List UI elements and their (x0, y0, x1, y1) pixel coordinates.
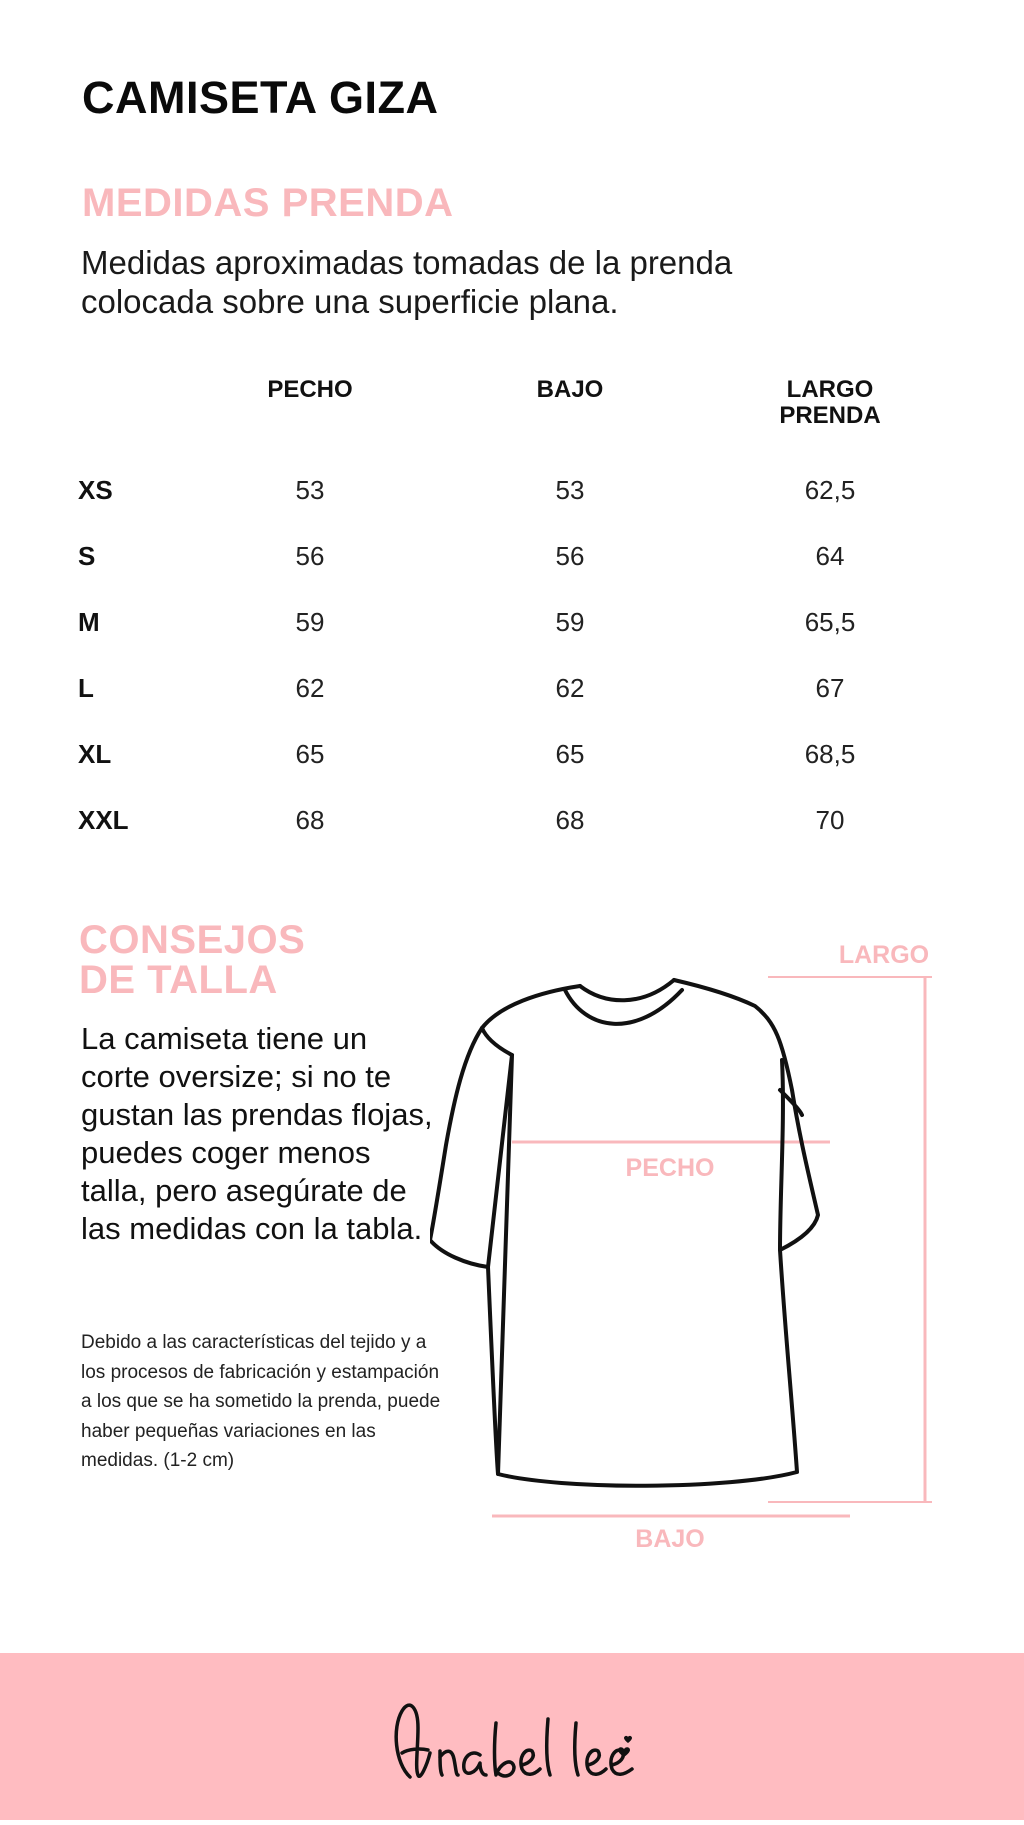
size-label: M (78, 606, 100, 637)
advice-section-title (79, 920, 305, 1000)
brand-hearts-icon (618, 1736, 632, 1757)
measurements-intro: Medidas aproximadas tomadas de la prenda colocada sobre una superficie plana. (81, 244, 733, 320)
pecho-cell: 68 (295, 804, 325, 835)
largo-label: LARGO (838, 941, 930, 969)
measurements-section-title: MEDIDAS PRENDA (82, 181, 454, 225)
bajo-cell: 68 (555, 804, 585, 835)
variation-note: Debido a las características del tejido y a los procesos de fabricación y estampación a los que se ha sometido la prenda, puede haber pequeñas variaciones en las medidas. (1-2 cm) (81, 1332, 441, 1471)
size-label: XL (78, 738, 112, 769)
pecho-cell: 56 (295, 540, 325, 571)
largo-cell: 62,5 (804, 474, 856, 505)
brand-signature-icon (396, 1705, 632, 1777)
table-row (70, 523, 960, 589)
bajo-cell: 65 (555, 738, 585, 769)
footer-band (0, 1653, 1024, 1820)
bajo-label: BAJO (635, 1525, 705, 1553)
t-shirt-outline-icon (430, 980, 818, 1486)
table-header-row (70, 377, 960, 457)
left-sleeve-seam (482, 1028, 512, 1055)
neck-outer (565, 990, 682, 1024)
pecho-cell: 65 (295, 738, 325, 769)
largo-cell: 65,5 (804, 606, 856, 637)
size-label: XXL (78, 804, 129, 835)
neck-inner (580, 980, 674, 1000)
left-side-line (488, 1055, 512, 1474)
table-header-largo-text: LARGO PRENDA (779, 376, 881, 429)
table-row (70, 589, 960, 655)
table-row (70, 721, 960, 787)
brand-logo (0, 1653, 1024, 1820)
largo-cell: 70 (815, 804, 845, 835)
bajo-cell: 59 (555, 606, 585, 637)
bajo-cell: 62 (555, 672, 585, 703)
size-chart-table (70, 377, 960, 853)
pecho-label: PECHO (625, 1154, 715, 1182)
advice-title-line-2: DE TALLA (79, 958, 278, 1002)
table-row (70, 787, 960, 853)
t-shirt-body (430, 980, 818, 1486)
size-label: XS (78, 474, 113, 505)
page-title: CAMISETA GIZA (82, 72, 439, 123)
largo-cell: 68,5 (804, 738, 856, 769)
table-header-size (70, 377, 180, 457)
table-row (70, 457, 960, 523)
largo-cell: 64 (815, 540, 845, 571)
size-label: L (78, 672, 94, 703)
t-shirt-diagram (430, 930, 950, 1560)
pecho-cell: 59 (295, 606, 325, 637)
bajo-cell: 53 (555, 474, 585, 505)
pecho-cell: 62 (295, 672, 325, 703)
pecho-cell: 53 (295, 474, 325, 505)
advice-title-line-1: CONSEJOS (79, 918, 306, 962)
advice-body: La camiseta tiene un corte oversize; si no te gustan las prendas flojas, puedes coger menos talla, pero asegúrate de las medidas con la tabla. (81, 1021, 433, 1246)
table-header-largo (700, 377, 960, 457)
table-header-bajo: BAJO (536, 376, 604, 403)
bajo-cell: 56 (555, 540, 585, 571)
table-header-pecho: PECHO (267, 376, 353, 403)
largo-cell: 67 (815, 672, 845, 703)
table-row (70, 655, 960, 721)
size-label: S (78, 540, 96, 571)
